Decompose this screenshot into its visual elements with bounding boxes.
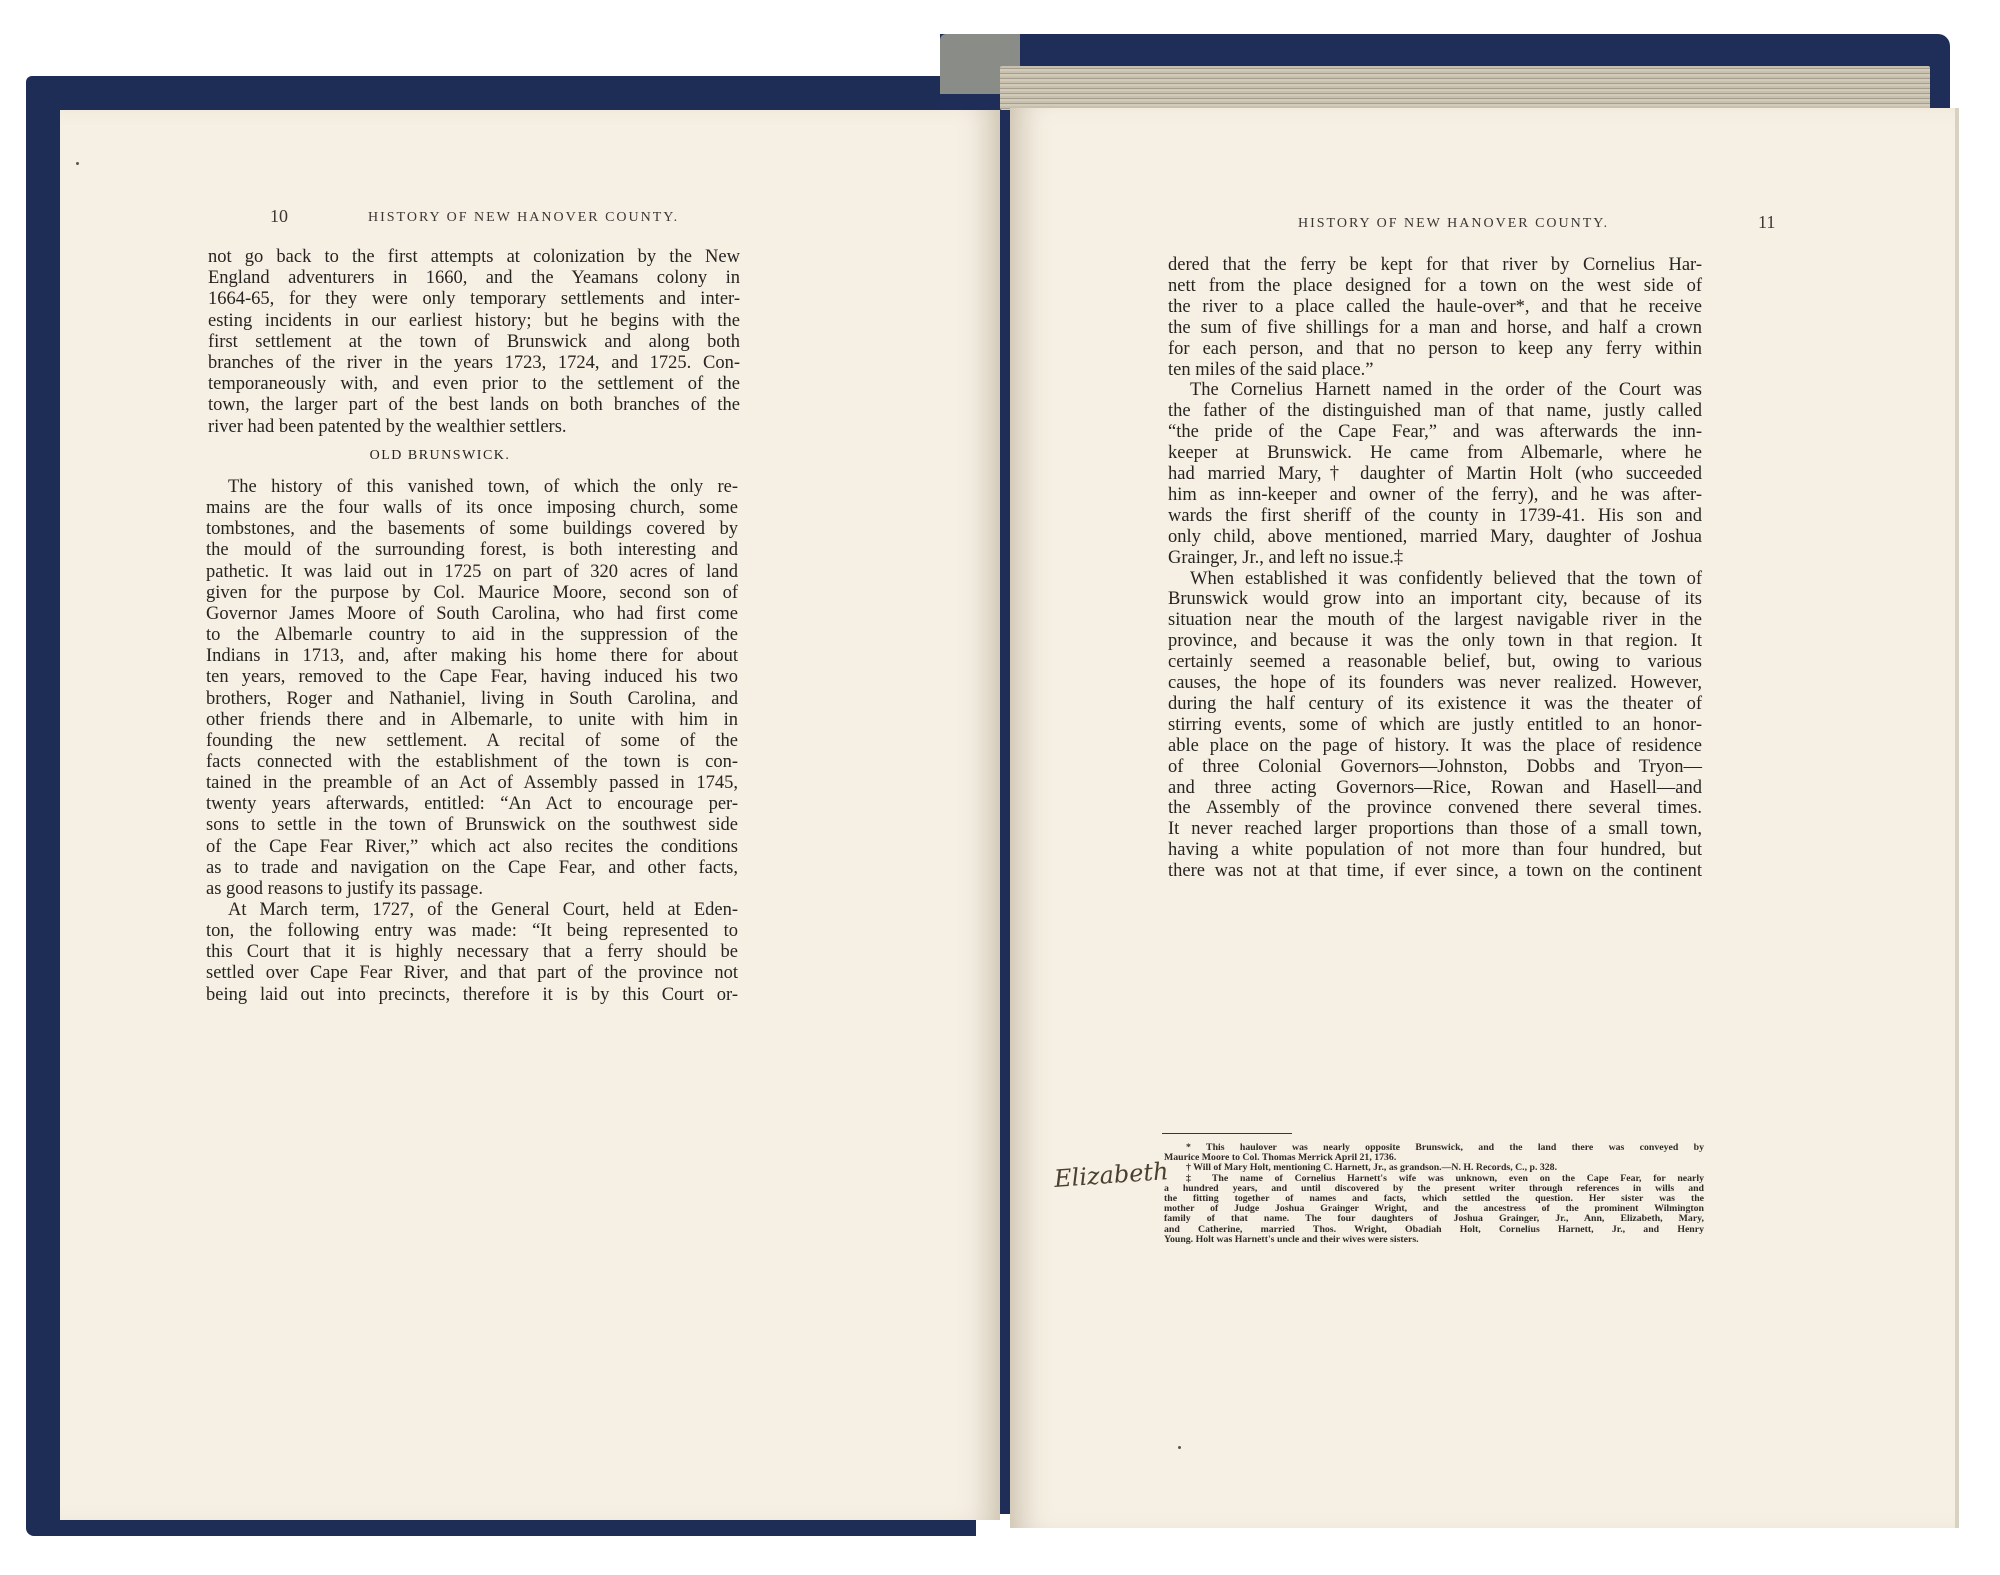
text-line: Brunswick would grow into an important city, because of its (1168, 589, 1702, 610)
text-line: Governor James Moore of South Carolina, who had first come (206, 603, 738, 624)
text-line: stirring events, some of which are justly entitled to an honor- (1168, 714, 1702, 735)
footnote-line: † Will of Mary Holt, mentioning C. Harnett, Jr., as grandson.—N. H. Records, C., p. 328. (1186, 1162, 1558, 1174)
text-line: this Court that it is highly necessary that a ferry should be (206, 942, 738, 963)
page-number-left: 10 (270, 206, 288, 226)
text-line: England adventurers in 1660, and the Yeamans colony in (208, 268, 740, 289)
text-line: Indians in 1713, and, after making his home there for about (206, 646, 738, 667)
footnote-rule (1162, 1133, 1292, 1134)
text-line: first settlement at the town of Brunswick and along both (208, 331, 740, 352)
text-line: certainly seemed a reasonable belief, but, owing to various (1168, 652, 1702, 673)
text-line: founding the new settlement. A recital of some of the (206, 730, 738, 751)
text-line: tombstones, and the basements of some buildings covered by (206, 519, 738, 540)
footnote-line: and Catherine, married Thos. Wright, Obadiah Holt, Cornelius Harnett, Jr., and Henry (1164, 1223, 1704, 1235)
footnote-line: * This haulover was nearly opposite Brunswick, and the land there was conveyed by (1186, 1142, 1704, 1153)
text-line: ten years, removed to the Cape Fear, having induced his two (206, 667, 738, 688)
text-line: there was not at that time, if ever since, a town on the continent (1168, 861, 1702, 882)
footnote-line: Young. Holt was Harnett's uncle and their wives were sisters. (1164, 1233, 1419, 1245)
text-line: ten miles of the said place.” (1168, 359, 1374, 380)
text-line: province, and because it was the only town in that region. It (1168, 631, 1702, 652)
text-line: When established it was confidently believed that the town of (1190, 568, 1702, 589)
text-line: town, the larger part of the best lands on both branches of the (208, 395, 740, 416)
text-line: the sum of five shillings for a man and horse, and half a crown (1168, 317, 1702, 338)
running-head-right: HISTORY OF NEW HANOVER COUNTY. (1298, 216, 1610, 231)
left-page (60, 110, 1000, 1520)
text-line: during the half century of its existence it was the theater of (1168, 693, 1702, 714)
text-line: of three Colonial Governors—Johnston, Dobbs and Tryon— (1168, 756, 1702, 777)
text-line: given for the purpose by Col. Maurice Moore, second son of (206, 582, 738, 603)
text-line: having a white population of not more than four hundred, but (1168, 840, 1702, 861)
section-heading-old-brunswick: OLD BRUNSWICK. (369, 448, 511, 463)
text-line: as to trade and navigation on the Cape Fear, and other facts, (206, 857, 738, 878)
text-line: 1664-65, for they were only temporary settlements and inter- (208, 289, 740, 310)
footnote-line: mother of Judge Joshua Grainger Wright, and the ancestress of the prominent Wilmington (1164, 1203, 1704, 1215)
text-line: had married Mary,† daughter of Martin Holt (who succeeded (1168, 464, 1702, 484)
paper-speck (76, 162, 79, 165)
text-line: tained in the preamble of an Act of Assembly passed in 1745, (206, 773, 738, 794)
text-line: wards the first sheriff of the county in 1739-41. His son and (1168, 505, 1702, 526)
text-line: sons to settle in the town of Brunswick on the southwest side (206, 815, 738, 836)
text-line: situation near the mouth of the largest navigable river in the (1168, 610, 1702, 631)
footnote-line: family of that name. The four daughters of Joshua Grainger, Jr., Ann, Elizabeth, Mary, (1164, 1213, 1704, 1225)
footnote-line: a hundred years, and until discovered by the present writer through references in wills and (1164, 1182, 1704, 1194)
text-line: able place on the page of history. It was the place of residence (1168, 735, 1702, 756)
handwritten-note: Elizabeth (1053, 1157, 1170, 1193)
text-line: nett from the place designed for a town on the west side of (1168, 275, 1702, 296)
page-block-edges (1000, 66, 1930, 110)
page-number-right: 11 (1758, 212, 1776, 232)
footnote-line: Maurice Moore to Col. Thomas Merrick April 21, 1736. (1164, 1152, 1397, 1164)
text-line: facts connected with the establishment of the town is con- (206, 751, 738, 772)
text-line: ton, the following entry was made: “It being represented to (206, 921, 738, 942)
text-line: The history of this vanished town, of which the only re- (228, 477, 738, 497)
text-line: The Cornelius Harnett named in the order of the Court was (1190, 380, 1702, 401)
text-line: “the pride of the Cape Fear,” and was afterwards the inn- (1168, 422, 1702, 443)
text-line: the father of the distinguished man of that name, justly called (1168, 401, 1702, 422)
text-line: as good reasons to justify its passage. (206, 878, 483, 899)
text-line: esting incidents in our earliest history; but he begins with the (208, 310, 740, 331)
text-line: settled over Cape Fear River, and that part of the province not (206, 963, 738, 984)
footnote-line: ‡ The name of Cornelius Harnett's wife was unknown, even on the Cape Fear, for nearly (1186, 1172, 1704, 1184)
text-line: branches of the river in the years 1723, 1724, and 1725. Con- (208, 353, 740, 373)
text-line: At March term, 1727, of the General Court, held at Eden- (228, 900, 738, 920)
paper-speck (1178, 1446, 1181, 1449)
text-line: river had been patented by the wealthier settlers. (208, 416, 567, 437)
text-line: keeper at Brunswick. He came from Albemarle, where he (1168, 443, 1702, 464)
text-line: the mould of the surrounding forest, is both interesting and (206, 540, 738, 561)
text-line: for each person, and that no person to keep any ferry within (1168, 338, 1702, 359)
running-head-left: HISTORY OF NEW HANOVER COUNTY. (368, 210, 680, 225)
text-line: It never reached larger proportions than those of a small town, (1168, 819, 1702, 840)
text-line: temporaneously with, and even prior to the settlement of the (208, 374, 740, 395)
text-line: to the Albemarle country to aid in the suppression of the (206, 625, 738, 646)
text-line: brothers, Roger and Nathaniel, living in South Carolina, and (206, 688, 738, 709)
text-line: the river to a place called the haule-over*, and that he receive (1168, 296, 1702, 317)
text-line: pathetic. It was laid out in 1725 on part of 320 acres of land (206, 561, 738, 582)
text-line: only child, above mentioned, married Mary, daughter of Joshua (1168, 526, 1702, 547)
text-line: mains are the four walls of its once imposing church, some (206, 498, 738, 519)
text-line: being laid out into precincts, therefore it is by this Court or- (206, 984, 738, 1005)
text-line: twenty years afterwards, entitled: “An Act to encourage per- (206, 794, 738, 815)
text-line: causes, the hope of its founders was never realized. However, (1168, 673, 1702, 693)
right-page (1010, 108, 1955, 1528)
text-line: of the Cape Fear River,” which act also recites the conditions (206, 836, 738, 857)
text-line: the Assembly of the province convened there several times. (1168, 798, 1702, 819)
footnote-line: the fitting together of names and facts, which settled the question. Her sister was the (1164, 1193, 1704, 1204)
text-line: and three acting Governors—Rice, Rowan and Hasell—and (1168, 777, 1702, 798)
text-line: dered that the ferry be kept for that river by Cornelius Har- (1168, 255, 1702, 275)
text-line: him as inn-keeper and owner of the ferry), and he was after- (1168, 484, 1702, 505)
text-line: not go back to the first attempts at colonization by the New (208, 247, 740, 267)
text-line: other friends there and in Albemarle, to unite with him in (206, 709, 738, 730)
text-line: Grainger, Jr., and left no issue.‡ (1168, 547, 1404, 568)
